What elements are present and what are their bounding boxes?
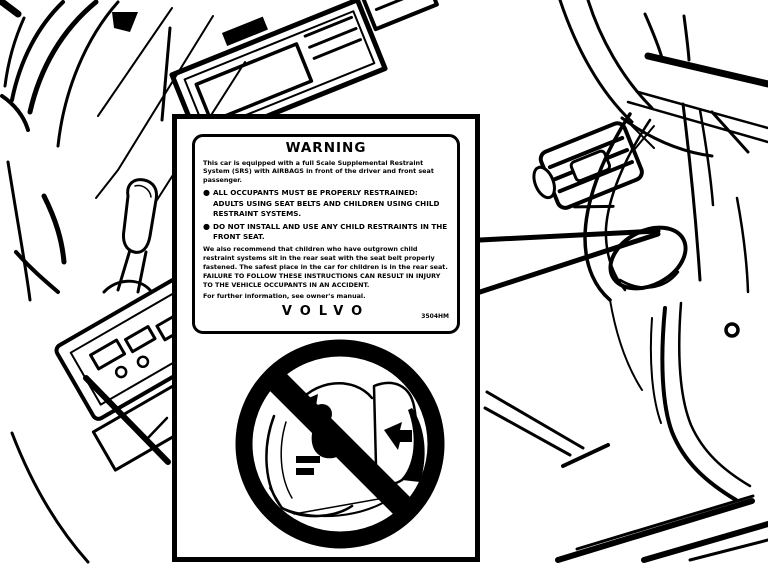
srs-warning-label [192, 134, 460, 334]
callout-pointer-lines [480, 231, 658, 292]
label-brand-row [203, 305, 449, 320]
callout-box [172, 114, 480, 562]
no-child-seat-prohibition-icon [234, 338, 446, 550]
warning-intro-text: This car is equipped with a full Scale Supplemental Restraint System (SRS) with AIRBAGS in front of the driver and front seat passenger. [203, 158, 434, 185]
warning-bullet-2 [203, 222, 449, 243]
label-part-code: 3504HM [421, 313, 449, 321]
warning-body-text: We also recommend that children who have outgrown child restraint systems sit in the rear seat with the seat belt properly fastened. The safest place in the car for children is in the rear seat. FAILURE TO FOLLOW THESE INSTRUCTIONS CAN RESULT IN INJURY TO THE VEHICLE OCCUPANTS IN AN ACCIDENT. [203, 244, 448, 289]
volvo-logotype: VOLVO [281, 304, 371, 320]
bullet-icon: ● [203, 221, 210, 231]
bullet-icon: ● [203, 188, 210, 198]
warning-title: WARNING [285, 140, 367, 156]
warning-bullet-1 [203, 188, 449, 219]
warning-bullet-1-text: ALL OCCUPANTS MUST BE PROPERLY RESTRAINED: ADULTS USING SEAT BELTS AND CHILDREN USING CHILD RESTRAINT SYSTEMS. [212, 188, 440, 219]
door-sill-lines [485, 300, 768, 560]
steering-wheel-arcs [2, 2, 118, 146]
warning-footer-text: For further information, see owner's manual. [203, 292, 366, 301]
roof-pillar-lines [622, 14, 768, 156]
warning-bullet-2-text: DO NOT INSTALL AND USE ANY CHILD RESTRAINTS IN THE FRONT SEAT. [212, 221, 448, 242]
floor-lines [12, 378, 168, 562]
gear-shifter [44, 180, 157, 292]
warning-bullet-list [203, 188, 449, 242]
